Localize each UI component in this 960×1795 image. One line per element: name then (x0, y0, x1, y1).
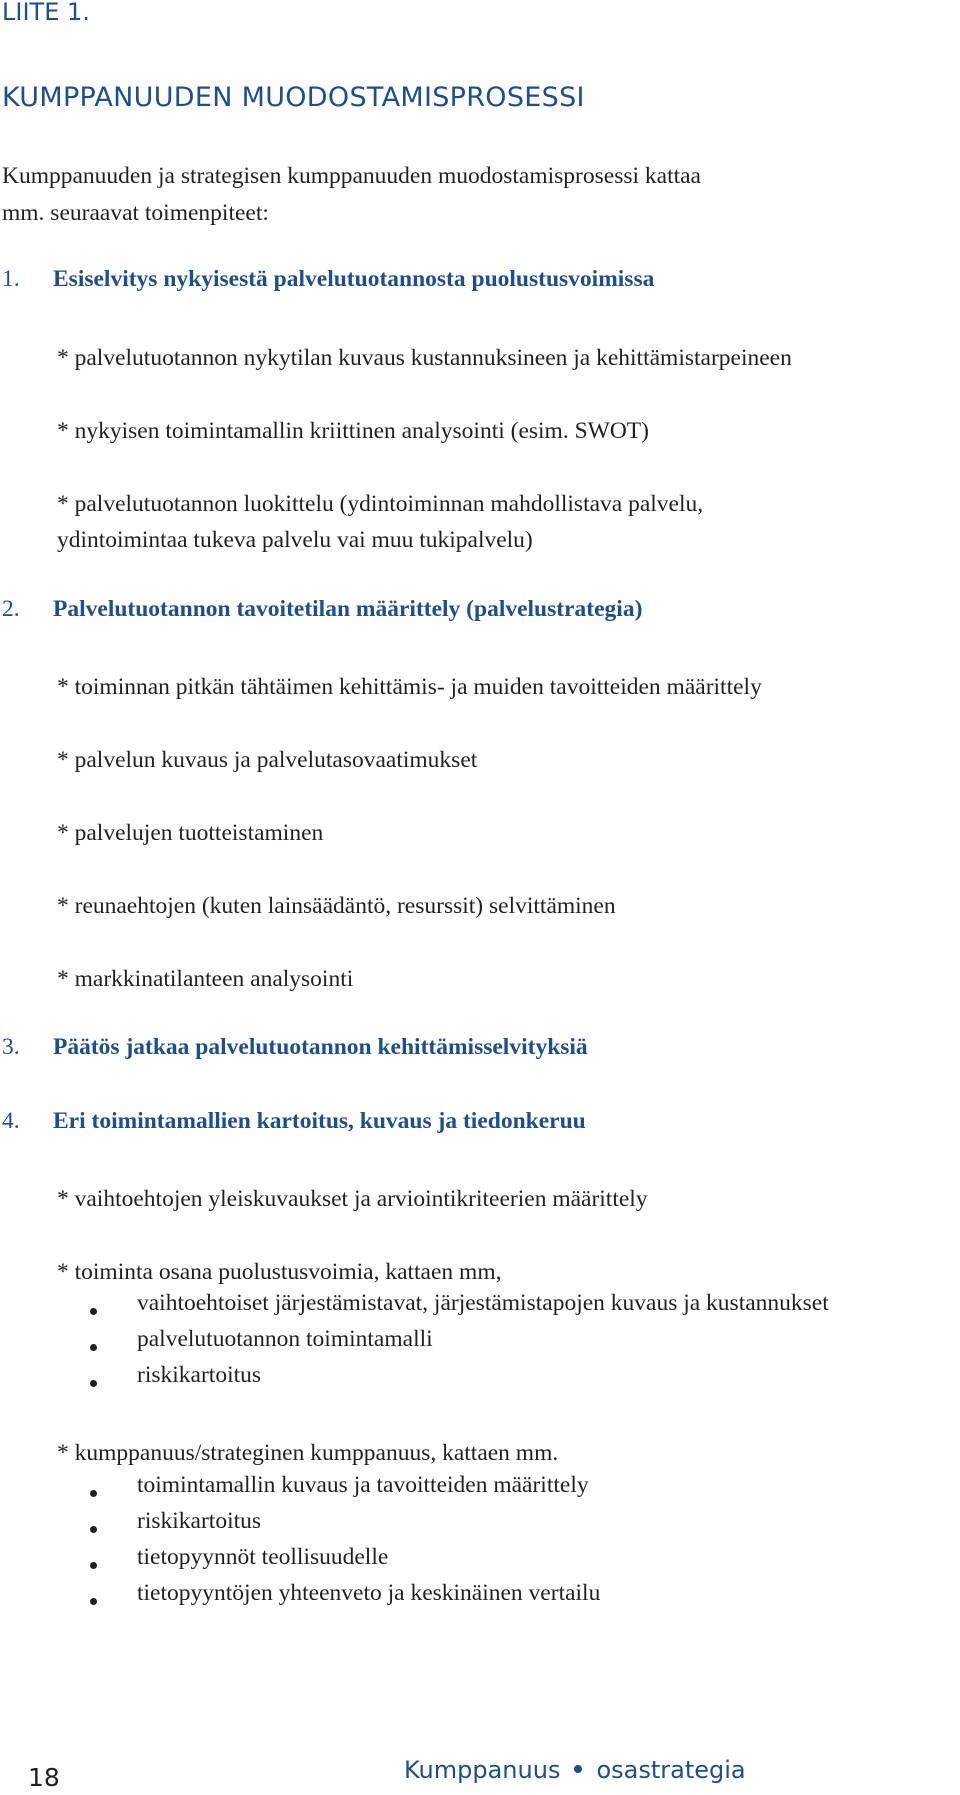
section-4-bullet: riskikartoitus (137, 1508, 262, 1534)
section-4-item: * toiminta osana puolustusvoimia, kattaen mm, (57, 1259, 502, 1285)
section-1-item-continued: ydintoimintaa tukeva palvelu vai muu tukipalvelu) (57, 527, 533, 553)
intro-line-2: mm. seuraavat toimenpiteet: (2, 200, 269, 226)
appendix-label: LIITE 1. (2, 0, 90, 26)
section-4-item: * vaihtoehtojen yleiskuvaukset ja arviointikriteerien määrittely (57, 1186, 648, 1212)
section-4-bullet: palvelutuotannon toimintamalli (137, 1326, 433, 1352)
section-1-item: * palvelutuotannon luokittelu (ydintoiminnan mahdollistava palvelu, (57, 491, 704, 517)
section-2-item: * markkinatilanteen analysointi (57, 966, 354, 992)
section-1-item: * nykyisen toimintamallin kriittinen analysointi (esim. SWOT) (57, 418, 649, 444)
footer-right-text: osastrategia (596, 1756, 746, 1784)
footer-left-text: Kumppanuus (404, 1756, 561, 1784)
page-number: 18 (28, 1763, 60, 1792)
section-1-item: * palvelutuotannon nykytilan kuvaus kustannuksineen ja kehittämistarpeineen (57, 345, 792, 371)
bullet-dot (90, 1490, 97, 1497)
section-4-title: Eri toimintamallien kartoitus, kuvaus ja tiedonkeruu (53, 1108, 586, 1134)
bullet-dot (90, 1308, 97, 1315)
section-4-bullet: tietopyynnöt teollisuudelle (137, 1544, 389, 1570)
bullet-separator-icon (574, 1765, 582, 1773)
bullet-dot (90, 1344, 97, 1351)
section-3-title: Päätös jatkaa palvelutuotannon kehittämisselvityksiä (53, 1034, 588, 1060)
page-title: KUMPPANUUDEN MUODOSTAMISPROSESSI (2, 82, 585, 113)
section-4-bullet: vaihtoehtoiset järjestämistavat, järjestämistapojen kuvaus ja kustannukset (137, 1290, 829, 1316)
section-2-number: 2. (2, 596, 20, 622)
section-2-title: Palvelutuotannon tavoitetilan määrittely (palvelustrategia) (53, 596, 643, 622)
bullet-dot (90, 1380, 97, 1387)
section-3-number: 3. (2, 1034, 20, 1060)
section-4-number: 4. (2, 1108, 20, 1134)
section-2-item: * reunaehtojen (kuten lainsäädäntö, resurssit) selvittäminen (57, 893, 616, 919)
section-2-item: * palvelujen tuotteistaminen (57, 820, 324, 846)
bullet-dot (90, 1598, 97, 1605)
section-1-title: Esiselvitys nykyisestä palvelutuotannosta puolustusvoimissa (53, 266, 655, 292)
section-4-item: * kumppanuus/strateginen kumppanuus, kattaen mm. (57, 1440, 559, 1466)
section-1-number: 1. (2, 266, 20, 292)
footer-publication-title (404, 1756, 746, 1784)
intro-line-1: Kumppanuuden ja strategisen kumppanuuden muodostamisprosessi kattaa (2, 163, 701, 189)
section-1-heading (2, 266, 654, 293)
bullet-dot (90, 1526, 97, 1533)
section-4-bullet: riskikartoitus (137, 1362, 262, 1388)
bullet-dot (90, 1562, 97, 1569)
section-4-bullet: toimintamallin kuvaus ja tavoitteiden määrittely (137, 1472, 589, 1498)
section-2-heading (2, 596, 642, 623)
section-2-item: * palvelun kuvaus ja palvelutasovaatimukset (57, 747, 478, 773)
section-4-bullet: tietopyyntöjen yhteenveto ja keskinäinen vertailu (137, 1580, 601, 1606)
section-3-heading (2, 1034, 588, 1061)
section-4-heading (2, 1108, 586, 1135)
section-2-item: * toiminnan pitkän tähtäimen kehittämis- ja muiden tavoitteiden määrittely (57, 674, 762, 700)
